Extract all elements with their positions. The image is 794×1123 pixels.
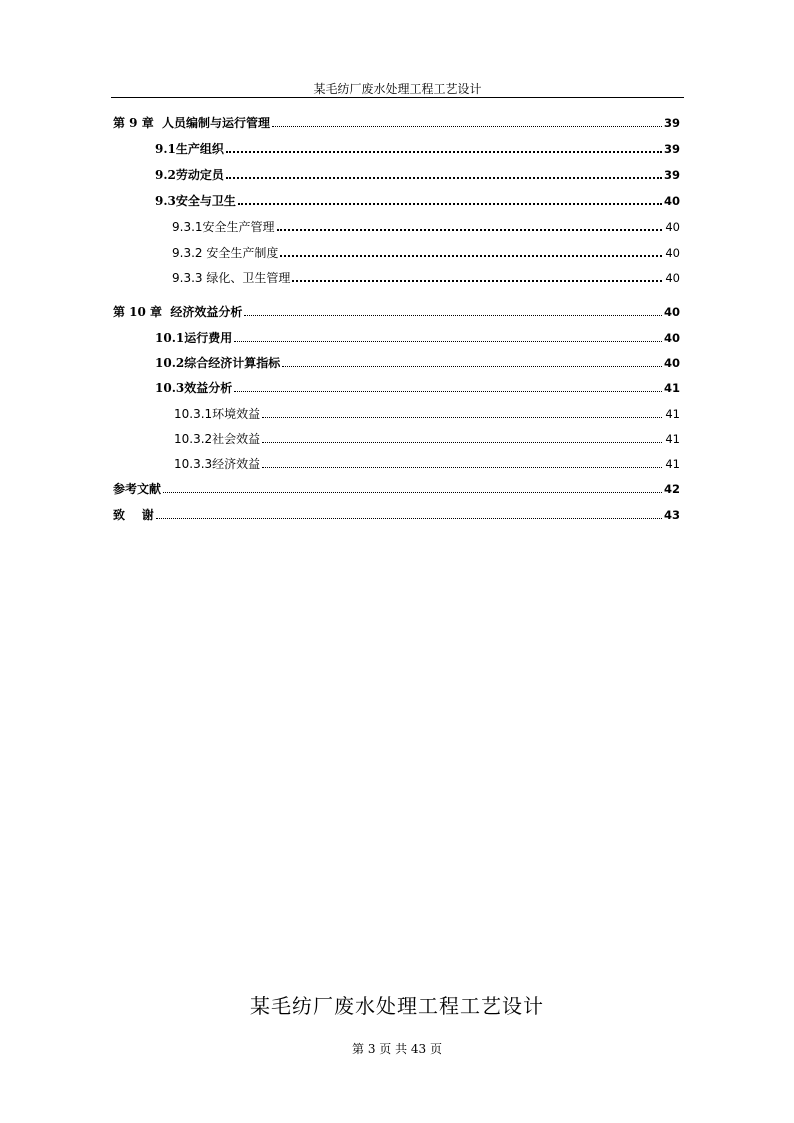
toc-entry-title: 9.3.2 安全生产制度 — [172, 246, 279, 260]
running-header-title: 某毛纺厂废水处理工程工艺设计 — [313, 82, 482, 96]
toc-entry-page: 43 — [664, 508, 681, 522]
toc-entry-title: 第 10 章 经济效益分析 — [113, 305, 243, 319]
toc-entry-page: 40 — [665, 220, 680, 234]
toc-entry-references[interactable] — [113, 480, 680, 496]
toc-entry-chapter-10[interactable] — [113, 303, 680, 319]
toc-entry-10-3-1[interactable] — [174, 405, 680, 421]
toc-entry-title: 10.3.1环境效益 — [174, 407, 261, 421]
toc-entry-9-2[interactable] — [155, 166, 680, 182]
toc-leader — [238, 202, 662, 205]
toc-leader — [226, 176, 662, 179]
toc-leader — [272, 125, 662, 127]
page-number: 第 3 页 共 43 页 — [352, 1042, 442, 1056]
toc-leader — [262, 416, 662, 418]
toc-entry-title: 10.3.3经济效益 — [174, 457, 261, 471]
toc-entry-page: 40 — [664, 331, 681, 345]
toc-entry-title: 9.3安全与卫生 — [155, 194, 236, 208]
toc-entry-page: 40 — [664, 305, 681, 319]
toc-entry-title: 致 谢 — [113, 508, 154, 522]
toc-entry-title: 9.1生产组织 — [155, 142, 224, 156]
toc-entry-page: 41 — [665, 432, 680, 446]
toc-leader — [163, 491, 662, 493]
toc-entry-acknowledgements[interactable] — [113, 506, 680, 522]
toc-leader — [282, 365, 662, 367]
footer-title: 某毛纺厂废水处理工程工艺设计 — [250, 994, 544, 1018]
toc-entry-10-3-3[interactable] — [174, 455, 680, 471]
toc-entry-title: 10.3效益分析 — [155, 381, 233, 395]
toc-entry-title: 10.3.2社会效益 — [174, 432, 261, 446]
toc-entry-title: 参考文献 — [113, 482, 162, 496]
toc-entry-page: 40 — [665, 271, 680, 285]
toc-entry-page: 39 — [664, 142, 681, 156]
toc-leader — [234, 340, 662, 342]
toc-leader — [226, 150, 662, 153]
toc-entry-page: 40 — [664, 356, 681, 370]
toc-entry-9-3-1[interactable] — [172, 218, 680, 234]
toc-entry-page: 41 — [665, 457, 680, 471]
toc-entry-10-1[interactable] — [155, 329, 680, 345]
toc-entry-10-2[interactable] — [155, 354, 680, 370]
toc-entry-title: 10.1运行费用 — [155, 331, 233, 345]
running-header — [111, 82, 684, 98]
toc-entry-9-3-3[interactable] — [172, 269, 680, 285]
toc-entry-title: 第 9 章 人员编制与运行管理 — [113, 116, 271, 130]
toc-entry-page: 40 — [664, 194, 681, 208]
toc-entry-page: 42 — [664, 482, 681, 496]
toc-entry-10-3[interactable] — [155, 379, 680, 395]
toc-leader — [156, 517, 662, 519]
toc-entry-page: 41 — [665, 407, 680, 421]
toc-entry-10-3-2[interactable] — [174, 430, 680, 446]
toc-leader — [262, 466, 662, 468]
toc-entry-title: 10.2综合经济计算指标 — [155, 356, 281, 370]
toc-entry-9-3[interactable] — [155, 192, 680, 208]
toc-leader — [262, 441, 662, 443]
toc-leader — [280, 254, 662, 257]
toc-entry-page: 40 — [665, 246, 680, 260]
toc-entry-page: 39 — [664, 168, 681, 182]
toc-leader — [234, 390, 662, 392]
toc-leader — [277, 228, 662, 231]
toc-entry-page: 39 — [664, 116, 681, 130]
toc-entry-title: 9.2劳动定员 — [155, 168, 224, 182]
toc-leader — [292, 279, 662, 282]
toc-entry-chapter-9[interactable] — [113, 114, 680, 130]
toc-entry-page: 41 — [664, 381, 681, 395]
toc-entry-title: 9.3.1安全生产管理 — [172, 220, 275, 234]
toc-entry-9-3-2[interactable] — [172, 244, 680, 260]
toc-entry-9-1[interactable] — [155, 140, 680, 156]
toc-leader — [244, 314, 662, 316]
toc-entry-title: 9.3.3 绿化、卫生管理 — [172, 271, 291, 285]
